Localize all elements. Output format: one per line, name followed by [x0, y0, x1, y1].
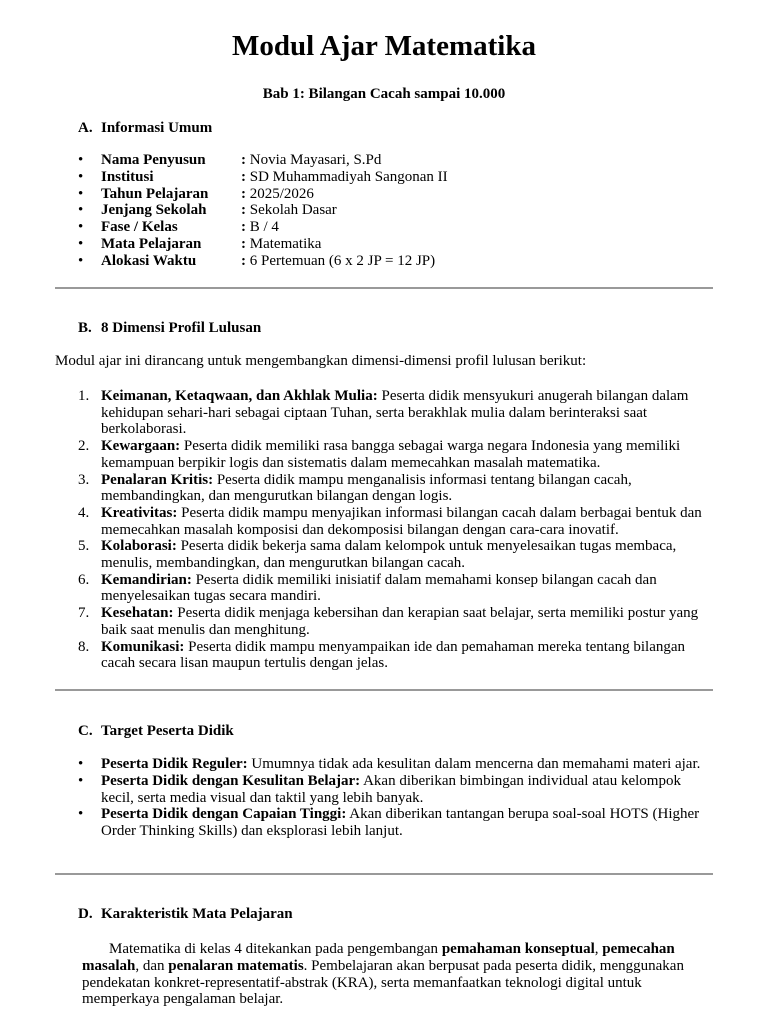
dimension-item	[78, 472, 710, 505]
info-value: B / 4	[249, 219, 279, 236]
info-label: Mata Pelajaran	[101, 235, 202, 252]
para-run-bold: pemahaman konseptual	[441, 941, 595, 957]
para-run: ,	[594, 941, 603, 957]
item-number: 6.	[78, 571, 90, 588]
info-value: Matematika	[249, 235, 322, 252]
dimension-desc: Peserta didik bekerja sama dalam kelompok untuk menyelesaikan tugas membaca, menulis, membandingkan, dan mengurutkan bilangan cacah.	[101, 538, 677, 572]
info-value: 2025/2026	[249, 185, 314, 202]
dimension-item	[78, 572, 710, 605]
section-d-letter: D.	[78, 906, 93, 922]
info-item: • Alokasi Waktu : 6 Pertemuan (6 x 2 JP = 12 JP)	[78, 253, 678, 270]
item-number: 8.	[78, 638, 90, 655]
target-item	[78, 756, 710, 773]
info-label: Alokasi Waktu	[101, 252, 197, 269]
info-value: SD Muhammadiyah Sangonan II	[249, 168, 448, 185]
section-divider	[55, 287, 713, 289]
info-item: • Mata Pelajaran : Matematika	[78, 236, 678, 253]
target-desc: Akan diberikan bimbingan individual atau kelompok kecil, serta media visual dan taktil yang lebih banyak.	[101, 772, 681, 806]
para-run: . Pembelajaran akan berpusat pada peserta didik, menggunakan pendekatan konkret-representatif-abstrak (KRA), serta memanfaatkan teknologi digital untuk memperkaya pengalaman belajar.	[82, 957, 684, 1008]
info-item: • Nama Penyusun : Novia Mayasari, S.Pd	[78, 152, 678, 169]
item-number: 2.	[78, 438, 90, 455]
dimension-term: Kolaborasi:	[101, 538, 177, 555]
section-divider	[55, 689, 713, 691]
target-item	[78, 773, 710, 807]
dimension-item	[78, 538, 710, 571]
info-item: • Tahun Pelajaran : 2025/2026	[78, 186, 678, 203]
profile-dimensions-list	[78, 388, 710, 672]
section-b-intro: Modul ajar ini dirancang untuk mengembangkan dimensi-dimensi profil lulusan berikut:	[55, 353, 587, 369]
para-run-bold: penalaran matematis	[168, 957, 304, 974]
item-number: 5.	[78, 538, 90, 555]
section-c-title: Target Peserta Didik	[101, 723, 234, 739]
section-a-title: Informasi Umum	[101, 120, 213, 136]
dimension-term: Kemandirian:	[101, 571, 192, 588]
section-a-letter: A.	[78, 120, 93, 136]
target-term: Peserta Didik dengan Kesulitan Belajar:	[101, 772, 361, 789]
section-b-letter: B.	[78, 320, 92, 336]
item-number: 1.	[78, 388, 90, 404]
dimension-term: Keimanan, Ketaqwaan, dan Akhlak Mulia:	[101, 388, 378, 404]
dimension-item	[78, 388, 710, 438]
info-value: 6 Pertemuan (6 x 2 JP = 12 JP)	[249, 252, 436, 269]
dimension-desc: Peserta didik mensyukuri anugerah bilangan dalam kehidupan sehari-hari sebagai ciptaan Tuhan, serta berakhlak mulia dalam berinteraksi saat berkolaborasi.	[101, 388, 689, 438]
dimension-term: Kreativitas:	[101, 504, 178, 521]
dimension-term: Kesehatan:	[101, 605, 174, 622]
section-b-title: 8 Dimensi Profil Lulusan	[101, 320, 262, 336]
info-value: Sekolah Dasar	[249, 202, 337, 219]
dimension-item	[78, 605, 710, 638]
target-term: Peserta Didik Reguler:	[101, 756, 248, 772]
page-title: Modul Ajar Matematika	[232, 30, 536, 62]
section-d-title: Karakteristik Mata Pelajaran	[101, 906, 293, 922]
dimension-item	[78, 639, 710, 672]
para-run-bold: pemecahan masalah	[82, 941, 675, 974]
section-d-paragraph	[82, 941, 710, 1008]
section-c-heading	[78, 723, 234, 740]
section-b-heading	[78, 320, 261, 337]
dimension-desc: Peserta didik mampu menyampaikan ide dan pemahaman mereka tentang bilangan cacah secara lisan maupun tertulis dengan jelas.	[101, 638, 686, 672]
info-label: Fase / Kelas	[101, 219, 178, 236]
info-label: Nama Penyusun	[101, 152, 206, 168]
dimension-item	[78, 438, 710, 471]
dimension-item	[78, 505, 710, 538]
info-item: • Fase / Kelas : B / 4	[78, 219, 678, 236]
section-divider	[55, 873, 713, 875]
chapter-subtitle: Bab 1: Bilangan Cacah sampai 10.000	[262, 86, 506, 102]
section-a-heading	[78, 120, 212, 137]
item-number: 4.	[78, 504, 90, 521]
dimension-desc: Peserta didik mampu menganalisis informasi tentang bilangan cacah, membandingkan, dan mengurutkan bilangan dengan logis.	[101, 471, 632, 505]
dimension-term: Kewargaan:	[101, 438, 181, 455]
general-info-list	[78, 152, 678, 270]
info-label: Jenjang Sekolah	[101, 202, 207, 219]
info-item: • Institusi : SD Muhammadiyah Sangonan II	[78, 169, 678, 186]
target-item	[78, 806, 710, 840]
target-term: Peserta Didik dengan Capaian Tinggi:	[101, 806, 347, 823]
info-label: Institusi	[101, 168, 154, 185]
info-value: Novia Mayasari, S.Pd	[249, 152, 382, 168]
section-d-heading	[78, 906, 293, 923]
section-c-letter: C.	[78, 723, 93, 739]
dimension-term: Penalaran Kritis:	[101, 471, 214, 488]
dimension-desc: Peserta didik memiliki rasa bangga sebagai warga negara Indonesia yang memiliki kemampuan berpikir logis dan sistematis dalam memecahkan masalah matematika.	[101, 438, 681, 471]
target-desc: Akan diberikan tantangan berupa soal-soal HOTS (Higher Order Thinking Skills) dan eksplorasi lebih lanjut.	[101, 806, 700, 840]
para-run: Matematika di kelas 4 ditekankan pada pengembangan	[109, 941, 442, 957]
dimension-desc: Peserta didik menjaga kebersihan dan kerapian saat belajar, serta memiliki postur yang baik saat menulis dan menghitung.	[101, 605, 699, 638]
target-students-list	[78, 756, 710, 840]
item-number: 3.	[78, 471, 90, 488]
para-run: , dan	[135, 957, 169, 974]
info-label: Tahun Pelajaran	[101, 185, 209, 202]
item-number: 7.	[78, 605, 90, 622]
dimension-desc: Peserta didik mampu menyajikan informasi bilangan cacah dalam berbagai bentuk dan memecahkan masalah komposisi dan dekomposisi bilangan dengan cara-cara inovatif.	[101, 504, 702, 538]
dimension-term: Komunikasi:	[101, 638, 185, 655]
target-desc: Umumnya tidak ada kesulitan dalam mencerna dan memahami materi ajar.	[247, 756, 701, 772]
dimension-desc: Peserta didik memiliki inisiatif dalam memahami konsep bilangan cacah dan menyelesaikan tugas secara mandiri.	[101, 571, 657, 605]
info-item: • Jenjang Sekolah : Sekolah Dasar	[78, 202, 678, 219]
